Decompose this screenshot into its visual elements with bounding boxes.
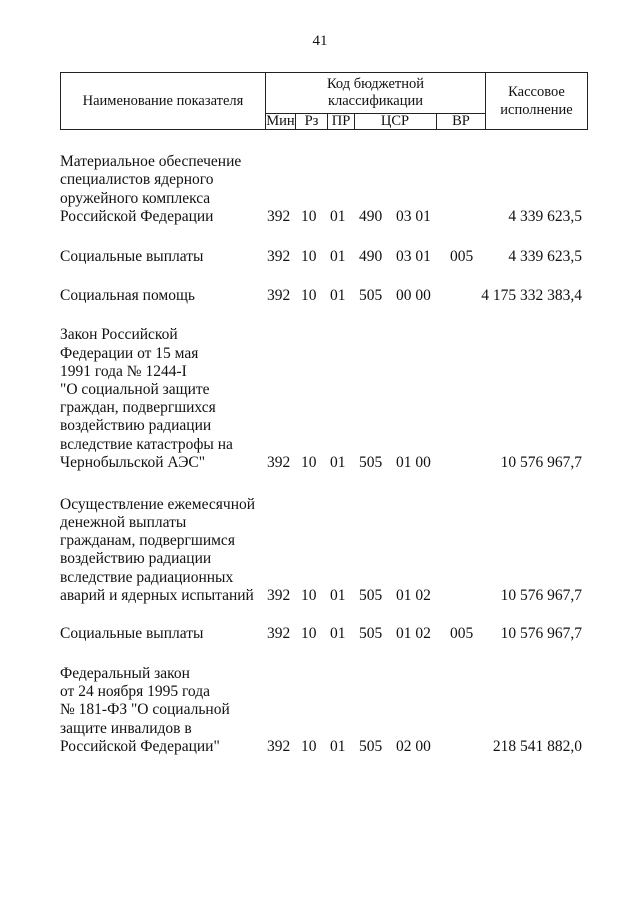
- row-csr-program: 505: [359, 453, 383, 471]
- header-rz-label: Рз: [304, 113, 319, 129]
- row-rz: 10: [301, 286, 317, 304]
- header-code-label-1: Код бюджетной: [326, 76, 424, 92]
- table-row: [60, 663, 588, 756]
- row-csr-item: 01 02: [396, 624, 431, 642]
- row-pr: 01: [330, 624, 346, 642]
- row-name: Социальные выплаты: [60, 247, 204, 265]
- row-name: Материальное обеспечение специалистов ядерного оружейного комплекса Российской Федерации: [60, 153, 242, 225]
- row-pr: 01: [330, 247, 346, 265]
- table-row: [60, 494, 588, 605]
- row-name: Социальные выплаты: [60, 624, 204, 642]
- row-pr: 01: [330, 586, 346, 604]
- row-pr: 01: [330, 207, 346, 225]
- header-code-label-2: классификации: [327, 93, 424, 109]
- table-row: [60, 247, 588, 266]
- row-min: 392: [267, 286, 291, 304]
- row-pr: 01: [330, 453, 346, 471]
- table-row: [60, 286, 588, 305]
- row-amount: 4 339 623,5: [508, 247, 582, 265]
- table-row: [60, 150, 588, 226]
- row-pr: 01: [330, 286, 346, 304]
- row-csr-program: 490: [359, 247, 383, 265]
- header-exec-label-1: Кассовое: [508, 84, 565, 100]
- row-vr: 005: [450, 247, 474, 265]
- row-min: 392: [267, 624, 291, 642]
- row-amount: 10 576 967,7: [500, 624, 582, 642]
- row-pr: 01: [330, 737, 346, 755]
- row-csr-item: 00 00: [396, 286, 431, 304]
- row-amount: 4 339 623,5: [508, 207, 582, 225]
- row-amount: 10 576 967,7: [500, 586, 582, 604]
- row-min: 392: [267, 207, 291, 225]
- row-csr-item: 03 01: [396, 207, 431, 225]
- row-rz: 10: [301, 207, 317, 225]
- row-rz: 10: [301, 737, 317, 755]
- row-rz: 10: [301, 586, 317, 604]
- row-name: Федеральный закон от 24 ноября 1995 года № 181-ФЗ "О социальной защите инвалидов в Российской Федерации": [60, 664, 230, 755]
- row-csr-item: 03 01: [396, 247, 431, 265]
- header-name-label: Наименование показателя: [82, 93, 244, 109]
- row-min: 392: [267, 453, 291, 471]
- row-rz: 10: [301, 453, 317, 471]
- table-row: [60, 324, 588, 472]
- row-name: Закон Российской Федерации от 15 мая 1991 года № 1244-I "О социальной защите граждан, подвергшихся воздействию радиации вследствие катастрофы на Чернобыльской АЭС": [60, 326, 233, 471]
- header-csr-label: ЦСР: [380, 113, 410, 129]
- row-rz: 10: [301, 247, 317, 265]
- row-csr-program: 505: [359, 737, 383, 755]
- row-min: 392: [267, 247, 291, 265]
- header-exec-label-2: исполнение: [500, 102, 573, 118]
- row-csr-program: 505: [359, 586, 383, 604]
- table-row: [60, 624, 588, 643]
- header-exec-cell: [485, 72, 588, 130]
- row-amount: 10 576 967,7: [500, 453, 582, 471]
- row-csr-item: 02 00: [396, 737, 431, 755]
- row-min: 392: [267, 737, 291, 755]
- row-name: Социальная помощь: [60, 286, 195, 304]
- table-header: [60, 72, 588, 130]
- row-csr-program: 505: [359, 624, 383, 642]
- row-csr-item: 01 00: [396, 453, 431, 471]
- row-amount: 4 175 332 383,4: [481, 286, 582, 304]
- page-number: 41: [312, 33, 328, 49]
- header-vr-label: ВР: [452, 113, 470, 129]
- row-amount: 218 541 882,0: [492, 737, 582, 755]
- row-vr: 005: [450, 624, 474, 642]
- row-csr-program: 505: [359, 286, 383, 304]
- row-csr-program: 490: [359, 207, 383, 225]
- header-pr-label: ПР: [331, 113, 351, 129]
- header-min-label: Мин: [266, 113, 295, 129]
- row-min: 392: [267, 586, 291, 604]
- row-name: Осуществление ежемесячной денежной выплаты гражданам, подвергшимся воздействию радиации вследствие радиационных аварий и ядерных испытаний: [60, 495, 256, 604]
- row-rz: 10: [301, 624, 317, 642]
- row-csr-item: 01 02: [396, 586, 431, 604]
